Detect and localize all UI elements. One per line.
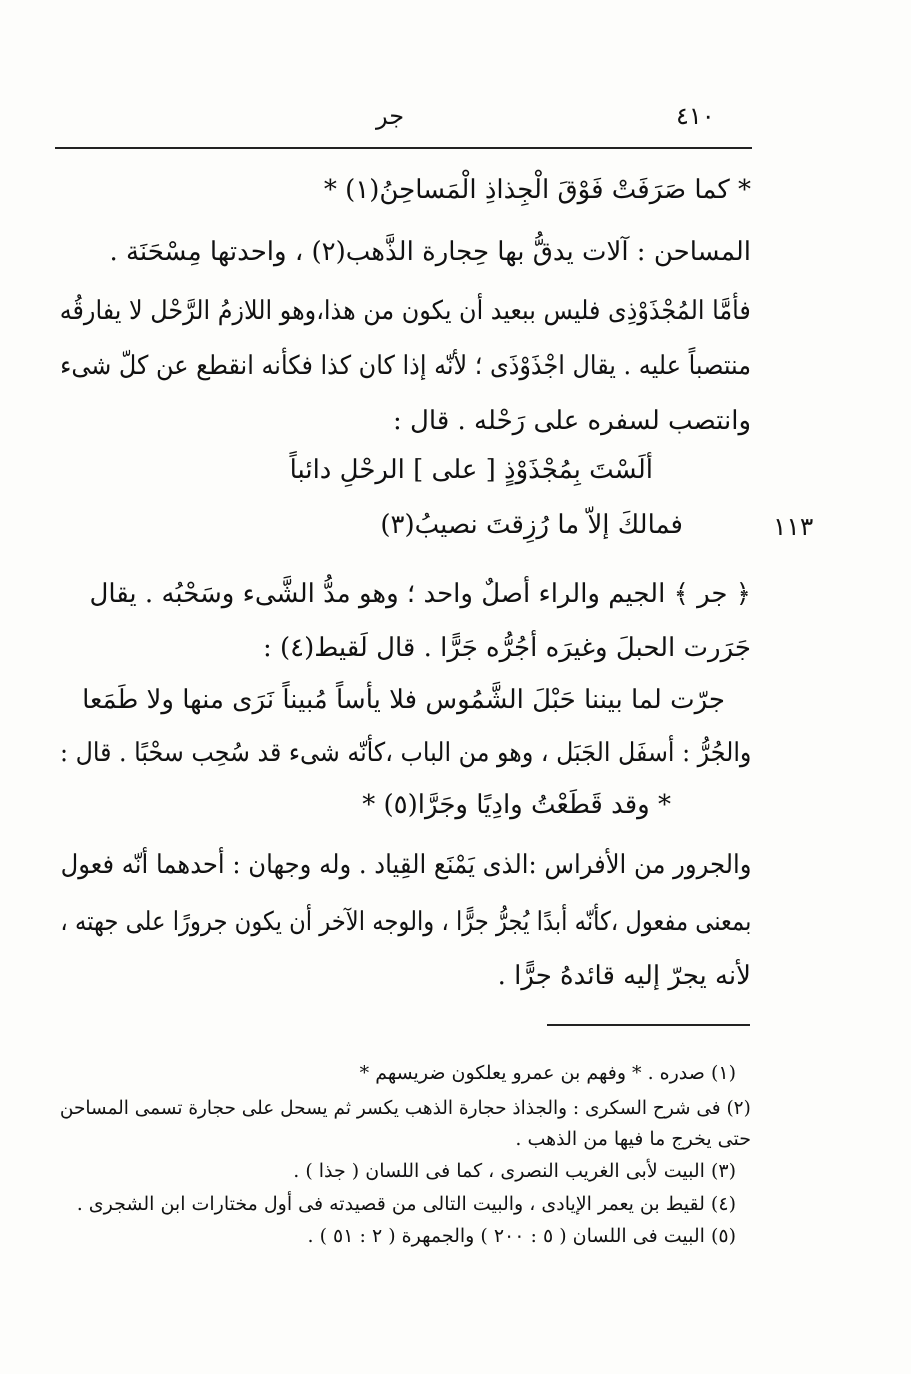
text-line-15: لأنه يجرّ إليه قائدهُ جرًّا . bbox=[497, 961, 751, 991]
running-title: جر bbox=[376, 102, 405, 130]
verse-line-10: جرّت لما بيننا حَبْلَ الشَّمُوس فلا يأساً مُبيناً نَرَى منها ولا طَمَعا bbox=[82, 685, 725, 715]
footnote-rule bbox=[547, 1024, 750, 1026]
text-line-4: منتصباً عليه . يقال اجْذَوْذَى ؛ لأنّه إذا كان كذا فكأنه انقطع عن كلّ شىء bbox=[59, 351, 751, 381]
verse-line-12: * وقد قَطَعْتُ وادِيًا وجَرَّا(٥) * bbox=[362, 790, 671, 820]
footnote-2: (٢) فى شرح السكرى : والجذاذ حجارة الذهب يكسر ثم يسحل على حجارة تسمى المساحن bbox=[60, 1097, 751, 1119]
verse-line-6: ألَسْتَ بِمُجْذَوْذٍ [ على ] الرحْلِ دائباً bbox=[289, 455, 653, 485]
text-line-2: المساحن : آلات يدقُّ بها حِجارة الذَّهب(٢) ، واحدتها مِسْحَنَة . bbox=[109, 237, 751, 267]
text-line-13: والجرور من الأفراس :الذى يَمْنَع القِياد . وله وجهان : أحدهما أنّه فعول bbox=[60, 850, 751, 880]
footnote-1: (١) صدره . * وفهم بن عمرو يعلكون ضريسهم * bbox=[359, 1062, 736, 1084]
verse-line-1: * كما صَرَفَتْ فَوْقَ الْجِذاذِ الْمَساحِنُ(١) * bbox=[323, 175, 751, 205]
margin-entry-number: ١١٣ bbox=[773, 512, 814, 541]
text-line-9: جَرَرت الحبلَ وغيرَه أجُرُّه جَرًّا . قال لَقيط(٤) : bbox=[262, 633, 751, 663]
page-number: ٤١٠ bbox=[676, 102, 715, 130]
verse-line-7: فمالكَ إلاّ ما رُزِقتَ نصيبُ(٣) bbox=[380, 510, 683, 540]
header-rule bbox=[55, 147, 752, 149]
text-line-3: فأمَّا المُجْذَوْذِى فليس ببعيد أن يكون من هذا،وهو اللازمُ الرَّحْل لا يفارقُه bbox=[59, 296, 751, 326]
text-line-11: والجُرُّ : أسفَل الجَبَل ، وهو من الباب ،كأنّه شىء قد سُحِب سحْبًا . قال : bbox=[59, 738, 751, 768]
footnote-5: (٥) البيت فى اللسان ( ٥ : ٢٠٠ ) والجمهرة ( ٢ : ٥١ ) . bbox=[307, 1225, 736, 1247]
text-line-14: بمعنى مفعول ،كأنّه أبدًا يُجرُّ جرًّا ، والوجه الآخر أن يكون جرورًا على جهته ، bbox=[60, 907, 751, 937]
footnote-3: (٣) البيت لأبى الغريب النصرى ، كما فى اللسان ( جذا ) . bbox=[293, 1160, 736, 1182]
footnote-4: (٤) لقيط بن يعمر الإيادى ، والبيت التالى من قصيدته فى أول مختارات ابن الشجرى . bbox=[76, 1193, 736, 1215]
footnote-2-cont: حتى يخرج ما فيها من الذهب . bbox=[515, 1128, 751, 1150]
entry-heading-line: ﴿ جر ﴾ الجيم والراء أصلٌ واحد ؛ وهو مدُّ الشَّىء وسَحْبُه . يقال bbox=[89, 579, 751, 609]
text-line-5: وانتصب لسفره على رَحْله . قال : bbox=[393, 406, 751, 436]
